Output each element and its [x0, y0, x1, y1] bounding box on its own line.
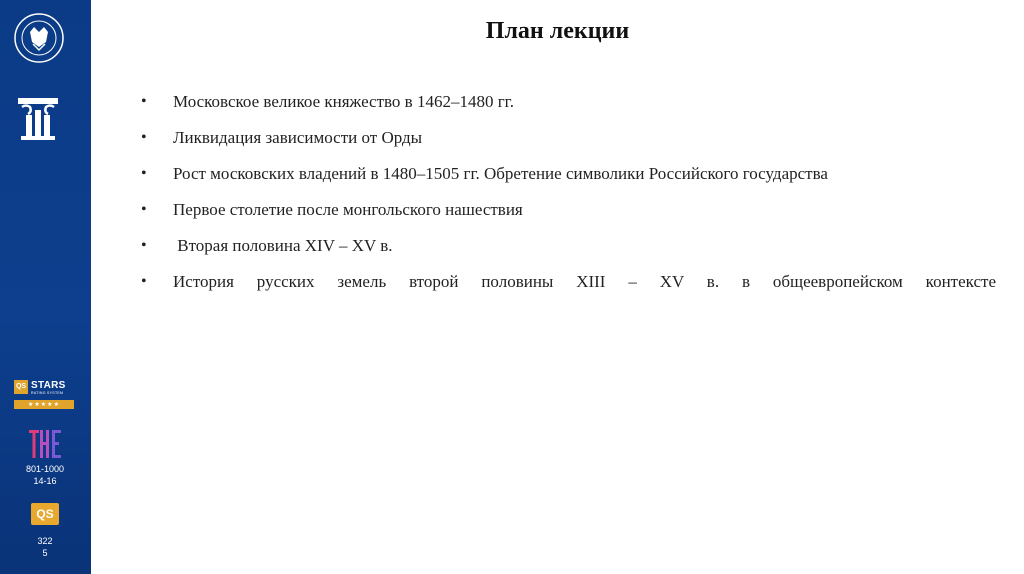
- qs-rank: 322: [37, 536, 53, 546]
- qs-stars-badge: [14, 380, 76, 412]
- list-item-text: Первое столетие после монгольского нашествия: [173, 200, 523, 219]
- sidebar: [0, 0, 91, 574]
- list-item: [141, 90, 996, 126]
- list-item: [141, 162, 996, 198]
- list-item: [141, 126, 996, 162]
- qs-logo: QS: [31, 503, 59, 525]
- star-rating-icon: ★★★★★: [14, 400, 74, 409]
- list-item-text: Рост московских владений в 1480–1505 гг. Обретение символики Российского государства: [173, 164, 828, 183]
- list-item-text: Ликвидация зависимости от Орды: [173, 128, 423, 147]
- list-item: [141, 198, 996, 234]
- qs-stars-logo: QS: [14, 380, 28, 394]
- bullet-icon: •: [141, 129, 147, 146]
- list-item: [141, 234, 996, 270]
- bullet-icon: •: [141, 201, 147, 218]
- lecture-plan-list: [141, 90, 996, 306]
- qs-rank-year: 5: [42, 548, 48, 558]
- bullet-icon: •: [141, 237, 147, 254]
- qs-stars-subtitle: RATING SYSTEM: [31, 391, 64, 395]
- bullet-icon: •: [141, 273, 147, 290]
- qs-stars-label: STARS: [31, 380, 66, 391]
- column-pillar-icon: [18, 98, 58, 140]
- list-item-text: Вторая половина XIV – XV в.: [173, 236, 393, 255]
- list-item: [141, 270, 996, 306]
- list-item-text: Московское великое княжество в 1462–1480 гг.: [173, 92, 514, 111]
- the-rank-year: 14-16: [33, 476, 57, 486]
- page-title: План лекции: [485, 18, 630, 44]
- list-item-text: История русских земель второй половины XIII – XV в. в общеевропейском контексте: [173, 272, 996, 291]
- the-logo-icon: [29, 430, 61, 458]
- university-crest-icon: [13, 12, 65, 64]
- the-rank: 801-1000: [25, 464, 65, 474]
- bullet-icon: •: [141, 165, 147, 182]
- bullet-icon: •: [141, 93, 147, 110]
